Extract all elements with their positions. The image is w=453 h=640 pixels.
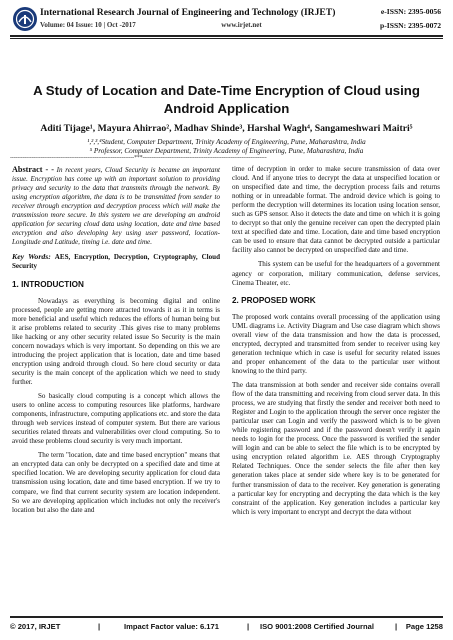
heading-proposed-work: 2. PROPOSED WORK xyxy=(232,295,316,305)
intro-paragraph: The term "location, date and time based encryption" means that an encrypted data can only be decrypted on a specified date and time at specified location. We are developing security application for cloud data transmission using location, date and time based encryption. If we try to compare, we find that current security system are location independent. So we are developing application which includes not only the receiver's location but also the date and xyxy=(12,451,220,514)
e-issn: e-ISSN: 2395-0056 xyxy=(380,7,441,16)
footer-divider: | xyxy=(98,622,101,631)
page-footer xyxy=(10,620,443,636)
paper-title: A Study of Location and Date-Time Encryption of Cloud using Android Application xyxy=(33,83,420,116)
abstract-label: Abstract - - xyxy=(12,165,54,174)
footer-iso: ISO 9001:2008 Certified Journal xyxy=(260,622,374,631)
left-column xyxy=(12,165,220,520)
section-separator: ---------------------------------------------------------------------***--------------------------------------------------------------------- xyxy=(10,155,267,161)
journal-logo-icon xyxy=(12,6,38,32)
footer-impact-factor: Impact Factor value: 6.171 xyxy=(124,622,219,631)
proposed-work-paragraph: The data transmission at both sender and receiver side contains overall flow of the data transmitting and receiving from cloud server data. In this process, we are studying that firstly the sender and receiver both need to Register and Login to the application through the server once register the particular user can Login and verify the password which is to be given while registering password and if the password doesn't verify it again needs to login for the process. Once the password is verified the sender will login and can be able to select the file which is to be encrypted by using encryption related algorithm i.e. AES through Cryptography Related Techniques. Once the sender selects the file after then key generation takes place at sender side where key is to be generated for further transmission of data to the receiver. Key generation is generating a particular key for encrypting and decrypting the data which is the key constraint of the application. Key generation includes a particular key which is very important to encrypt and decrypt the data without xyxy=(232,380,440,516)
affiliation-students: ¹,²,³,⁴Student, Computer Department, Trinity Academy of Engineering, Pune, Maharashtra, India xyxy=(87,138,366,146)
proposed-work-paragraph: The proposed work contains overall processing of the application using UML diagrams i.e. Activity Diagram and Use case diagram which shows overall view of the data transmission and how the data is processed, encrypted, decrypted and transmitted from sender to receiver using key generation technique which in case is useful for security related issues and proper enhancement of the data to the particular user without knowing to the third party. xyxy=(232,312,440,375)
keywords-label: Key Words: xyxy=(12,252,51,262)
keywords-values: AES, Encryption, Decryption, Cryptography, Cloud Security xyxy=(12,253,220,271)
footer-divider: | xyxy=(395,622,398,631)
footer-copyright: © 2017, IRJET xyxy=(10,622,61,631)
journal-header xyxy=(10,4,443,34)
affiliation-professor: ⁵ Professor, Computer Department, Trinity Academy of Engineering, Pune, Maharashtra, India xyxy=(89,147,364,155)
volume-issue: Volume: 04 Issue: 10 | Oct -2017 xyxy=(40,21,136,29)
journal-title: International Research Journal of Engineering and Technology (IRJET) xyxy=(40,7,336,18)
footer-page-number: Page 1258 xyxy=(405,622,443,631)
footer-divider: | xyxy=(247,622,250,631)
p-issn: p-ISSN: 2395-0072 xyxy=(380,21,441,30)
paper-authors: Aditi Tijage¹, Mayura Ahirrao², Madhav Shinde³, Harshal Wagh⁴, Sangameshwari Maitri⁵ xyxy=(40,123,413,134)
body-paragraph: This system can be useful for the headquarters of a government agency or corporation, military communication, defense services, Cinema Theater, etc. xyxy=(232,260,440,287)
keywords xyxy=(12,252,220,271)
header-rule-thin xyxy=(10,38,443,39)
journal-website-link[interactable]: www.irjet.net xyxy=(221,21,262,29)
intro-paragraph: So basically cloud computing is a concept which allows the users to online access to computing resources like platforms, hardware components, infrastructure, computing applications etc. and store the data through web services instead of computer system. But there are various securities related threats and vulnerabilities over cloud computing. So to avoid these problems cloud security is very much important. xyxy=(12,392,221,446)
heading-introduction: 1. INTRODUCTION xyxy=(12,279,84,289)
body-paragraph: time of decryption in order to make secure transmission of data over cloud. And if anyone tries to decrypt the data at unspecified location or on unspecified date and time, the decryption process fails and returns nothing or in unreadable format. The android device which is going to perform the decryption will determines its location using location sensor, such as GPS sensor. Also it detects the date and time on which it is going to decrypt so that only the genuine receiver can open the decrypted plain text at specified date and time. Location, date and time based encryption can be used to ensure that data cannot be decrypted outside a particular facility also cannot be decrypted on unspecified date and time. xyxy=(232,165,440,255)
journal-volume-line xyxy=(40,21,262,29)
right-column xyxy=(232,165,440,522)
abstract xyxy=(12,165,220,247)
header-rule xyxy=(10,35,443,37)
intro-paragraph: Nowadays as everything is becoming digital and online processed, people are getting more attracted towards it as it in terms is more beneficial and useful which reduces the efforts of human being but it arise problems related to security .This gives rise to many problems like hacking or any other security related issue So Security is the main concern nowadays which is very important. So depending on this we are introducing the project application that is location, date and time based encryption using android through cloud. So here cloud security or data security is the main concept of the application which we need to study further. xyxy=(12,296,220,386)
abstract-text: In recent years, Cloud Security is became an important issue. Encryption has come up with an important solution to providing privacy and security to the data that transmits through the network. By using encryption algorithm, the data is to be transmitted from sender to receiver through encryption and decryption process which will make the transmission more secure. In this system we are developing an android application for securing cloud data using location, date and time based encryption and also developing key using user password, location-Longitude and Latitude, timing i.e. date and time. xyxy=(12,166,221,247)
footer-rule xyxy=(10,616,443,618)
